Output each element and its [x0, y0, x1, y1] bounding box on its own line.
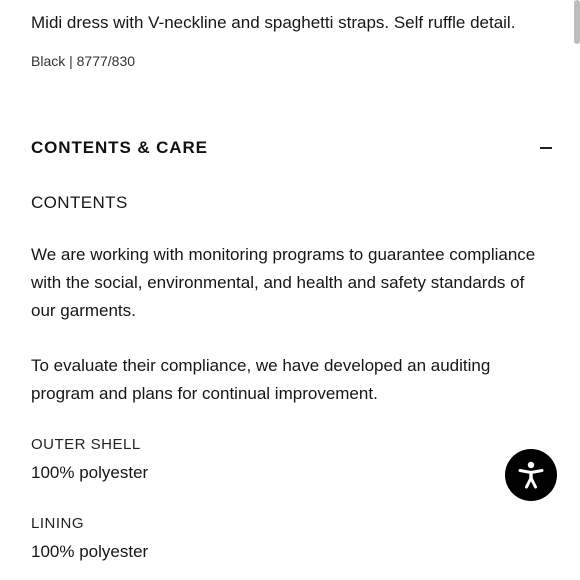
lining-label: LINING [31, 515, 85, 532]
product-description: Midi dress with V-neckline and spaghetti straps. Self ruffle detail. [31, 13, 516, 32]
lining-value: 100% polyester [31, 542, 149, 561]
compliance-paragraph: We are working with monitoring programs to guarantee compliance with the social, environmental, and health and safety standards of our garments. [31, 245, 536, 320]
outer-shell-value: 100% polyester [31, 463, 149, 482]
scrollbar[interactable] [574, 0, 580, 44]
accessibility-person-icon [514, 458, 548, 492]
contents-subheading: CONTENTS [31, 193, 128, 212]
auditing-paragraph: To evaluate their compliance, we have developed an auditing program and plans for continual improvement. [31, 356, 491, 403]
contents-care-title: CONTENTS & CARE [31, 138, 208, 157]
contents-care-accordion-header[interactable] [31, 134, 553, 162]
outer-shell-label: OUTER SHELL [31, 436, 141, 453]
product-color-reference: Black | 8777/830 [31, 53, 136, 69]
minus-icon[interactable] [539, 141, 553, 155]
accessibility-button[interactable] [505, 449, 557, 501]
